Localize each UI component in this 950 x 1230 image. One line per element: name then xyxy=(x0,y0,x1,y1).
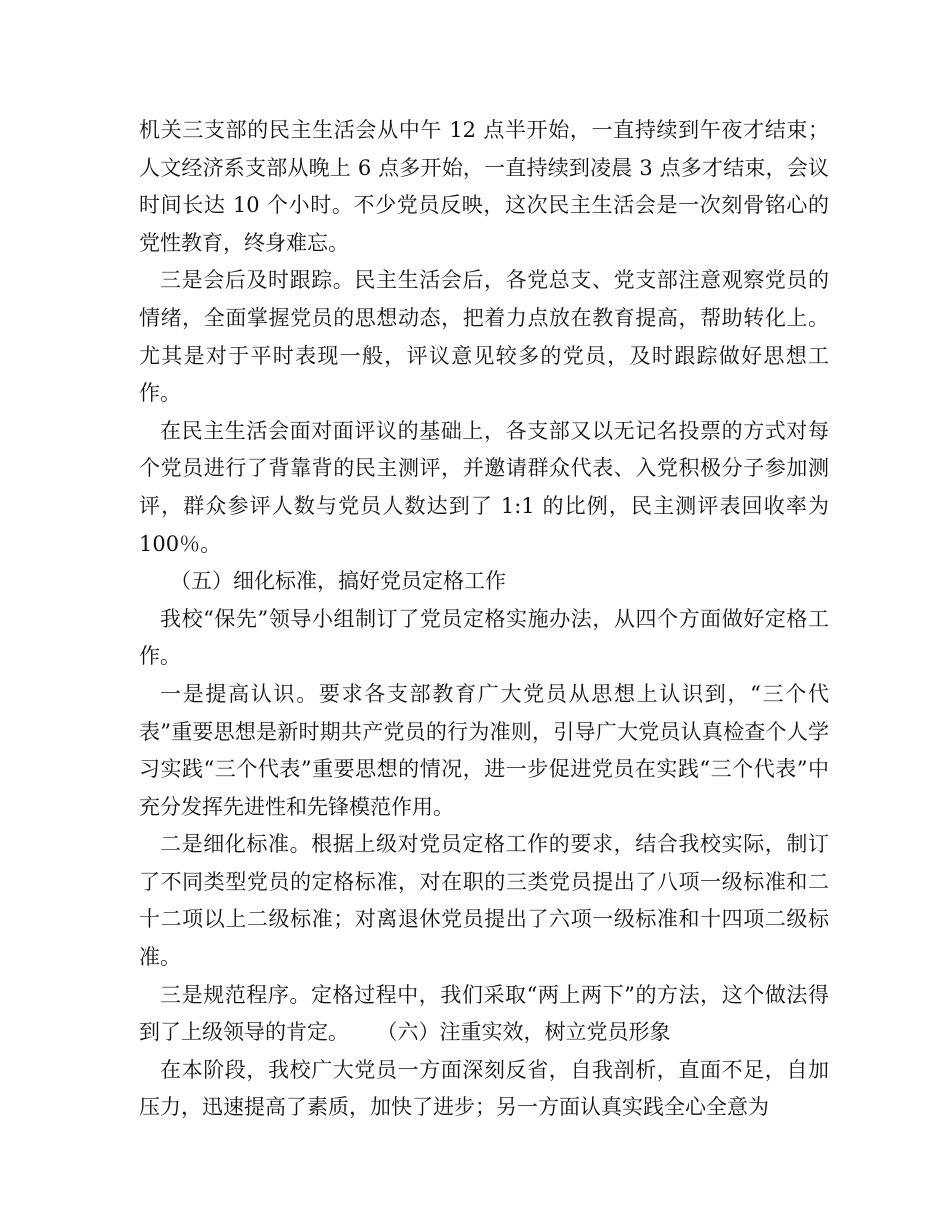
paragraph-stage-results: 在本阶段，我校广大党员一方面深刻反省，自我剖析，直面不足，自加压力，迅速提高了素质，加快了进步；另一方面认真实践全心全意为 xyxy=(139,1057,829,1120)
paragraph-standardize-procedure xyxy=(139,977,829,1052)
paragraph-follow-up: 三是会后及时跟踪。民主生活会后，各党总支、党支部注意观察党员的情绪，全面掌握党员的思想动态，把着力点放在教育提高，帮助转化上。尤其是对于平时表现一般，评议意见较多的党员，及时跟踪做好思想工作。 xyxy=(139,268,829,406)
section-heading-six: （六）注重实效，树立党员形象 xyxy=(387,1020,671,1045)
paragraph-positioning-method: 我校“保先”领导小组制订了党员定格实施办法，从四个方面做好定格工作。 xyxy=(139,606,829,669)
paragraph-raise-awareness: 一是提高认识。要求各支部教育广大党员从思想上认识到，“三个代表”重要思想是新时期共产党员的行为准则，引导广大党员认真检查个人学习实践“三个代表”重要思想的情况，进一步促进党员在实践“三个代表”中充分发挥先进性和先锋模范作用。 xyxy=(139,681,829,819)
section-heading-five: （五）细化标准，搞好党员定格工作 xyxy=(170,569,506,594)
paragraph-standardize-procedure-text: 三是规范程序。定格过程中，我们采取“两上两下”的方法，这个做法得到了上级领导的肯定。 xyxy=(139,982,829,1045)
paragraph-refine-standards: 二是细化标准。根据上级对党员定格工作的要求，结合我校实际，制订了不同类型党员的定格标准，对在职的三类党员提出了八项一级标准和二十二项以上二级标准；对离退休党员提出了六项一级标准和十四项二级标准。 xyxy=(139,832,829,970)
paragraph-meeting-duration: 机关三支部的民主生活会从中午 12 点半开始，一直持续到午夜才结束；人文经济系支部从晚上 6 点多开始，一直持续到凌晨 3 点多才结束，会议时间长达 10 个小时。不少党员反映，这次民主生活会是一次刻骨铭心的党性教育，终身难忘。 xyxy=(139,118,829,255)
document-body xyxy=(139,112,829,1127)
paragraph-democratic-evaluation: 在民主生活会面对面评议的基础上，各支部又以无记名投票的方式对每个党员进行了背靠背的民主测评，并邀请群众代表、入党积极分子参加测评，群众参评人数与党员人数达到了 1:1 的比例，民主测评表回收率为 100％。 xyxy=(139,418,829,556)
